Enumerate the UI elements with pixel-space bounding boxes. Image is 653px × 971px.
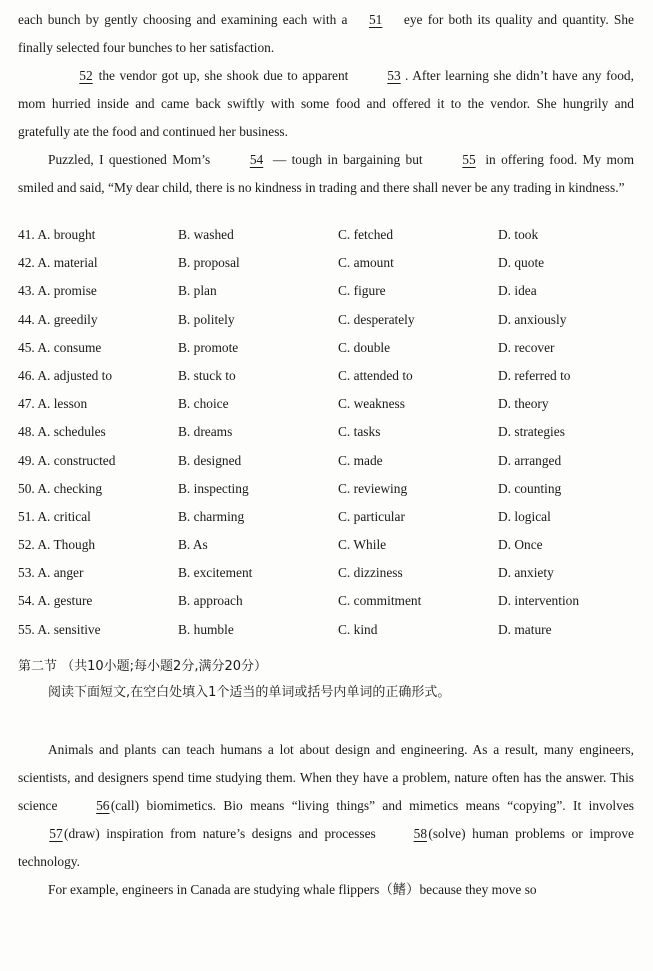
option-b: B. politely	[178, 311, 235, 327]
option-c: C. amount	[338, 255, 394, 271]
option-b: B. excitement	[178, 565, 253, 581]
text-run: — tough in bargaining but	[272, 152, 423, 167]
blank-57: 57	[49, 825, 63, 841]
option-row	[18, 418, 634, 446]
option-d: D. theory	[498, 396, 549, 412]
option-b: B. humble	[178, 621, 234, 637]
option-a: 41. A. brought	[18, 227, 96, 242]
option-b: B. promote	[178, 339, 239, 355]
option-c: C. reviewing	[338, 480, 408, 496]
option-b: B. inspecting	[178, 480, 249, 496]
option-row	[18, 447, 634, 475]
option-b: B. As	[178, 537, 208, 553]
option-d: D. idea	[498, 283, 537, 299]
blank-56: 56	[96, 797, 110, 813]
option-row	[18, 306, 634, 334]
option-d: D. logical	[498, 508, 551, 524]
option-a: 55. A. sensitive	[18, 621, 101, 637]
blank-52: 52	[79, 68, 93, 83]
option-c: C. attended to	[338, 367, 413, 383]
paragraph	[18, 6, 634, 62]
option-a: 53. A. anger	[18, 565, 84, 581]
blank-55: 55	[462, 152, 476, 167]
option-b: B. stuck to	[178, 367, 236, 383]
option-row	[18, 559, 634, 587]
text-run: Animals and plants can teach humans a lot about design and engineering. As a result, many engineers, scientists, and designers spend time studying them. When they have a problem, nature often has the answer. This science	[18, 741, 634, 813]
passage-one	[18, 6, 634, 202]
option-a: 46. A. adjusted to	[18, 367, 113, 383]
option-row	[18, 362, 634, 390]
blank-51: 51	[368, 12, 383, 27]
option-c: C. weakness	[338, 396, 405, 412]
option-row	[18, 475, 634, 503]
text-run: For example, engineers in Canada are studying whale flippers（鳍）because they move so	[48, 881, 537, 897]
section-instruction: 阅读下面短文,在空白处填入1个适当的单词或括号内单词的正确形式。	[48, 684, 451, 700]
paragraph	[18, 146, 634, 202]
option-d: D. took	[498, 227, 539, 242]
option-a: 44. A. greedily	[18, 311, 98, 327]
option-row	[18, 277, 634, 305]
option-b: B. charming	[178, 508, 245, 524]
text-run: eye for both its quality and quantity. She finally selected four bunches to her satisfaction.	[18, 12, 634, 55]
option-d: D. anxiously	[498, 311, 567, 327]
option-c: C. double	[338, 339, 391, 355]
option-d: D. quote	[498, 255, 545, 271]
option-b: B. plan	[178, 283, 217, 299]
option-b: B. washed	[178, 227, 234, 242]
option-d: D. intervention	[498, 593, 580, 609]
text-run: . After learning she didn’t have any food, mom hurried inside and came back swiftly with some food and offered it to the vendor. She hungrily and gratefully ate the food and continued her business.	[18, 68, 634, 139]
option-b: B. designed	[178, 452, 242, 468]
option-row	[18, 587, 634, 615]
answer-options	[18, 221, 634, 644]
option-d: D. strategies	[498, 424, 565, 440]
text-run: Puzzled, I questioned Mom’s	[48, 152, 211, 167]
option-row	[18, 221, 634, 249]
option-d: D. arranged	[498, 452, 562, 468]
option-c: C. made	[338, 452, 383, 468]
text-run: (draw) inspiration from nature’s designs and processes	[64, 825, 376, 841]
option-d: D. mature	[498, 621, 552, 637]
option-a: 49. A. constructed	[18, 452, 116, 468]
option-row	[18, 390, 634, 418]
option-c: C. fetched	[338, 227, 394, 242]
option-d: D. Once	[498, 537, 543, 553]
option-a: 43. A. promise	[18, 283, 97, 299]
paragraph	[18, 736, 634, 876]
option-c: C. figure	[338, 283, 386, 299]
option-a: 45. A. consume	[18, 339, 102, 355]
option-c: C. desperately	[338, 311, 415, 327]
blank-53: 53	[387, 68, 401, 83]
option-d: D. referred to	[498, 367, 571, 383]
text-run: the vendor got up, she shook due to apparent	[98, 68, 349, 83]
option-a: 48. A. schedules	[18, 424, 106, 440]
option-c: C. dizziness	[338, 565, 403, 581]
option-row	[18, 503, 634, 531]
option-b: B. approach	[178, 593, 243, 609]
option-row	[18, 334, 634, 362]
paragraph	[18, 62, 634, 146]
option-a: 50. A. checking	[18, 480, 103, 496]
option-b: B. dreams	[178, 424, 233, 440]
section-title: 第二节 （共10小题;每小题2分,满分20分）	[18, 658, 267, 674]
option-c: C. kind	[338, 621, 378, 637]
option-d: D. anxiety	[498, 565, 554, 581]
option-a: 52. A. Though	[18, 537, 96, 553]
option-c: C. While	[338, 537, 387, 553]
option-d: D. recover	[498, 339, 555, 355]
option-a: 47. A. lesson	[18, 396, 88, 412]
option-c: C. tasks	[338, 424, 381, 440]
option-d: D. counting	[498, 480, 562, 496]
option-row	[18, 616, 634, 644]
option-a: 54. A. gesture	[18, 593, 93, 609]
passage-two	[18, 736, 634, 904]
option-a: 51. A. critical	[18, 508, 91, 524]
text-run: (call) biomimetics. Bio means “living things” and mimetics means “copying”. It involves	[110, 797, 634, 813]
option-c: C. commitment	[338, 593, 422, 609]
text-run: each bunch by gently choosing and examining each with a	[18, 12, 348, 27]
paragraph	[18, 876, 634, 904]
option-b: B. choice	[178, 396, 229, 412]
option-a: 42. A. material	[18, 255, 98, 271]
text-run: in offering food. My mom smiled and said, “My dear child, there is no kindness in trading and there shall never be any trading in kindness.”	[18, 152, 634, 195]
option-row	[18, 531, 634, 559]
option-row	[18, 249, 634, 277]
text-run: (solve) human problems or improve technology.	[18, 825, 634, 869]
blank-54: 54	[249, 152, 264, 167]
option-b: B. proposal	[178, 255, 240, 271]
blank-58: 58	[413, 825, 428, 841]
option-c: C. particular	[338, 508, 405, 524]
